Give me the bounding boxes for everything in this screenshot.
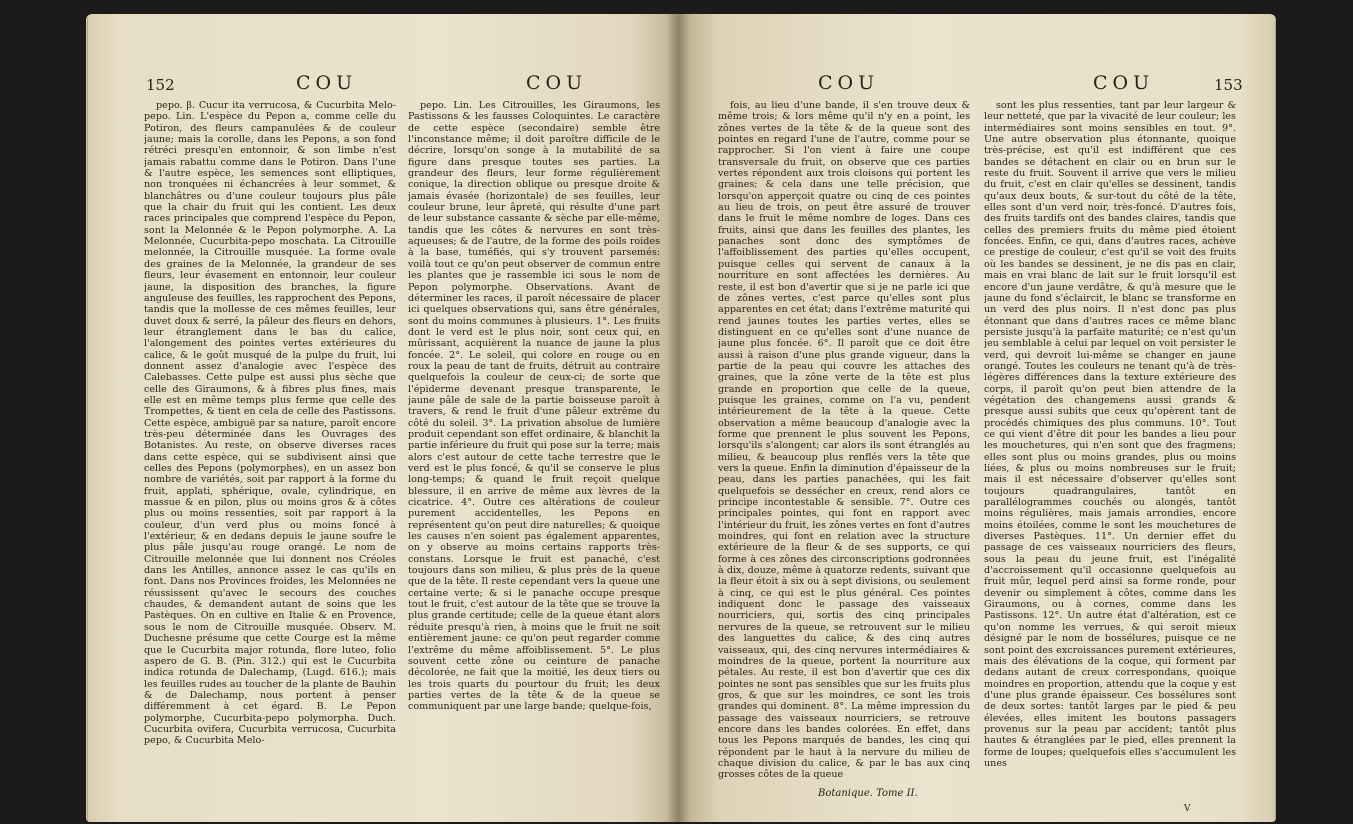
page-number-right: 153 [1214, 76, 1243, 94]
column-text: fois, au lieu d'une bande, il s'en trouve deux & même trois; & lors même qu'il n'y en a point, les zônes vertes de la tête & de la queue sont des pointes en regard l'une de l'autre, comme pour se rapprocher. Si l'on vient à faire une coupe transversale du fruit, on observe que ces parties vertes répondent aux trois cloisons qui portent les graines; & cela dans une telle précision, que lorsqu'on apperçoit quatre ou cinq de ces pointes au lieu de trois, on peut être assuré de trouver dans le fruit le même nombre de loges. Dans ces fruits, ainsi que dans les feuilles des plantes, les panaches sont donc des symptômes de l'affoiblissement des parties qu'elles occupent, puisque celles qui servent de canaux à la nourriture en sont affectées les dernières. Au reste, il est bon d'avertir que si je ne parle ici que de zônes vertes, c'est parce qu'elles sont plus apparentes en cet état; dans l'extrême maturité qui rend jaunes toutes les parties vertes, elles se distinguent en ce qu'elles sont d'une nuance de jaune plus foncée. 6°. Il paroît que ce doit être aussi à raison d'une plus grande vigueur, dans la partie de la peau qui couvre les attaches des graines, que la zône verte de la tête est plus grande en proportion que celle de la queue, puisque les graines, comme on l'a vu, pendent intérieurement de la tête à la queue. Cette observation a même beaucoup d'analogie avec la forme que prennent le plus souvent les Pepons, lorsqu'ils s'alongent; car alors ils sont étranglés au milieu, & beaucoup plus renflés vers la tête que vers la queue. Enfin la diminution d'épaisseur de la peau, dans les parties panachées, qui les fait quelquefois se dessécher en creux, rend alors ce principe incontestable & sensible. 7°. Outre ces principales pointes, qui font en rapport avec l'intérieur du fruit, les zônes vertes en font d'autres moindres, qui font en relation avec la structure extérieure de la fleur & de ses supports, ce qui forme à ces zônes des circonscriptions godronnées à dix, douze, même à quatorze redents, suivant que la fleur étoit à six ou à sept divisions, ou seulement à cinq, ce qui est le plus général. Ces pointes indiquent donc le passage des vaisseaux nourriciers, qui, sortis des cinq principales nervures de la queue, se retrouvent sur le milieu des languettes du calice, & des cinq autres vaisseaux, qui, des cinq nervures intermédiaires & moindres de la queue, portent la nourriture aux pétales. Au reste, il est bon d'avertir que ces dix pointes ne sont pas sensibles que sur les fruits plus gros, & que sur les moindres, ce sont les trois grandes qui dominent. 8°. La même impression du passage des vaisseaux nourriciers, se retrouve encore dans les bandes colorées. En effet, dans tous les Pepons marqués de bandes, les cinq qui répondent par le haut à la nervure du milieu de chaque division du calice, & par le bas aux cinq grosses côtes de la queue [718, 100, 970, 781]
text-column-3 [718, 100, 970, 784]
column-text: sont les plus ressenties, tant par leur largeur & leur netteté, que par la vivacité de leur couleur; les intermédiaires sont moins sensibles en tout. 9°. Une autre observation plus étonnante, quoique très-précise, est qu'il est indifférent que ces bandes se détachent en clair ou en brun sur le reste du fruit. Souvent il arrive que vers le milieu du fruit, c'est en clair qu'elles se dessinent, tandis qu'aux deux bouts, & sur-tout du côté de la tête, elles sont d'un verd noir, très-foncé. D'autres fois, des fruits tardifs ont des bandes claires, tandis que celles des premiers fruits du même pied étoient foncées. Enfin, ce qui, dans d'autres races, achève ce prestige de couleur, c'est qu'il se voit des fruits où les bandes se dessinent, je ne dis pas en clair, mais en vrai blanc de lait sur le fruit lorsqu'il est encore d'un jaune verdâtre, & qu'à mesure que le jaune du fond s'éclaircit, le blanc se transforme en un verd des plus noirs. Il n'est donc pas plus étonnant que dans d'autres races ce même blanc persiste jusqu'à la parfaite maturité; ce n'est qu'un jeu semblable à celui par lequel on voit persister le verd, qui devroit lui-même se changer en jaune orangé. Toutes les couleurs ne tenant qu'à de très-légères différences dans la texture extérieure des corps, il paroît qu'on peut bien attendre de la végétation des changemens aussi grands & presque aussi subits que ceux qu'opèrent tant de procédés chimiques des plus communs. 10°. Tout ce qui vient d'être dit pour les bandes a lieu pour les mouchetures, qui n'en sont que des fragmens; elles sont plus ou moins grandes, plus ou moins liées, & plus ou moins nombreuses sur le fruit; mais il est nécessaire d'observer qu'elles sont toujours quadrangulaires, tantôt en parallélogrammes couchés ou alongés, tantôt moins régulières, mais jamais arrondies, encore moins étoilées, comme le sont les mouchetures de diverses Pastèques. 11°. Un dernier effet du passage de ces vaisseaux nourriciers des fleurs, sous la peau du jeune fruit, est l'inégalité d'accroissement qu'il occasionne quelquefois au fruit mûr, lequel perd ainsi sa forme ronde, pour devenir ou simplement à côtes, comme dans les Giraumons, ou à cornes, comme dans les Pastissons. 12°. Un autre état d'altération, est ce qu'on nomme les verrues, & qui seroit mieux désigné par le nom de bossélures, puisque ce ne sont point des excroissances purement extérieures, mais des élévations de la coque, qui forment par dedans autant de creux correspondans, quoique moindres en proportion, attendu que la coque y est d'une plus grande épaisseur. Ces bossélures sont de deux sortes: tantôt larges par le pied & peu élevées, elles imitent les boutons passagers provenus sur la peau par accident; tantôt plus hautes & étranglées par le pied, elles prennent la forme de loupes; quelquefois elles s'accumulent les unes [984, 100, 1236, 769]
left-page [86, 14, 678, 822]
open-book [86, 14, 1276, 822]
text-column-1 [144, 100, 396, 800]
book-gutter [666, 14, 690, 822]
column-text: pepo. Lin. Les Citrouilles, les Giraumons, les Pastissons & les fausses Coloquintes. Le caractère de cette espèce (secondaire) semble être l'inconstance même; il doit paroître difficile de le décrire, lorsqu'on songe à la mutabilité de sa figure dans presque toutes ses parties. La grandeur des fleurs, leur forme régulièrement conique, la direction oblique ou presque droite & jamais évasée (horizontale) de ses feuilles, leur couleur brune, leur âpreté, qui résulte d'une part de leur substance cassante & sèche par elle-même, tandis que les côtes & nervures en sont très-aqueuses; & de l'autre, de la forme des poils roides à la base, tuméfiés, qui s'y trouvent parsemés: voilà tout ce qu'on peut observer de commun entre les plantes que je rassemble ici sous le nom de Pepon polymorphe. Observations. Avant de déterminer les races, il paroît nécessaire de placer ici quelques observations qui, sans être générales, sont du moins communes à plusieurs. 1°. Les fruits dont le verd est le plus noir, sont ceux qui, en mûrissant, acquièrent la nuance de jaune la plus foncée. 2°. Le soleil, qui colore en rouge ou en roux la peau de tant de fruits, détruit au contraire quelquefois la couleur de ceux-ci; de sorte que l'épiderme devenant presque transparente, le jaune pâle de sale de la partie boisseuse paroît à travers, & rend le fruit d'une pâleur extrême du côté du soleil. 3°. La privation absolue de lumière produit cependant son effet ordinaire, & blanchit la partie inférieure du fruit qui pose sur la terre; mais alors c'est autour de cette tache terrestre que le verd est le plus foncé, & qu'il se conserve le plus long-temps; & quand le fruit reçoit quelque blessure, il en arrive de même aux lèvres de la cicatrice. 4°. Outre ces altérations de couleur purement accidentelles, les Pepons en représentent qu'on peut dire naturelles; & quoique les causes n'en soient pas également apparentes, on y observe au moins certains rapports très-constans. Lorsque le fruit est panaché, c'est toujours dans son milieu, & plus près de la queue que de la tête. Il reste cependant vers la queue une certaine verte; & si le panache occupe presque tout le fruit, c'est autour de la tête que se trouve la plus grande certitude; celle de la queue étant alors réduite presqu'à rien, à moins que le fruit ne soit entièrement jaune: ce qu'on peut regarder comme l'extrême du même affoiblissement. 5°. Le plus souvent cette zône ou ceinture de panache décolorée, ne fait que la moitié, les deux tiers ou les trois quarts du pourtour du fruit; les deux parties vertes de la tête & de la queue se communiquent par une large bande; quelque-fois, [408, 100, 660, 713]
page-edges-right [1274, 18, 1276, 822]
right-page [678, 14, 1276, 822]
column-text: pepo. β. Cucur ita verrucosa, & Cucurbita Melo-pepo. Lin. L'espèce du Pepon a, comme celle du Potiron, des fleurs campanulées & de couleur jaune; mais la corolle, dans les Pepons, a son fond rétréci presqu'en entonnoir, & son limbe n'est jamais rabattu comme dans le Potiron. Dans l'une & l'autre espèce, les semences sont elliptiques, non tronquées ni échancrées à leur sommet, & blanchâtres ou d'une couleur toujours plus pâle que la chair du fruit qui les contient. Les deux races principales que comprend l'espèce du Pepon, sont la Melonnée & le Pepon polymorphe. A. La Melonnée, Cucurbita-pepo moschata. La Citrouille melonnée, la Citrouille musquée. La forme ovale des graines de la Melonnée, la grandeur de ses fleurs, leur évasement en entonnoir, leur couleur jaune, la disposition des branches, la figure anguleuse des feuilles, les rapprochent des Pepons, tandis que la mollesse de ces mêmes feuilles, leur duvet doux & serré, la pâleur des fleurs en dehors, leur étranglement dans le bas du calice, l'alongement des pointes vertes extérieures du calice, & le goût musqué de la pulpe du fruit, lui donnent assez d'analogie avec l'espèce des Calebasses. Cette pulpe est aussi plus sèche que celle des Giraumons, & à fibres plus fines, mais elle est en même temps plus ferme que celle des Trompettes, & tient en cela de celle des Pastissons. Cette espèce, ambiguë par sa nature, paroît encore très-peu déterminée dans les Ouvrages des Botanistes. Au reste, on observe diverses races dans cette espèce, qui se subdivisent ainsi que celles des Pepons (polymorphes), en un assez bon nombre de variétés, soit par rapport à la forme du fruit, applati, sphérique, ovale, cylindrique, en massue & en pilon, plus ou moins gros & à côtes plus ou moins ressenties, soit par rapport à la couleur, d'un verd plus ou moins foncé à l'extérieur, & en dedans depuis le jaune soufre le plus pâle jusqu'au rouge orangé. Le nom de Citrouille melonnée que lui donnent nos Créoles dans les Antilles, annonce assez le cas qu'ils en font. Dans nos Provinces froides, les Melonnées ne réussissent qu'avec le secours des couches chaudes, & demandent autant de soins que les Pastèques. On en cultive en Italie & en Provence, sous le nom de Citrouille musquée. Observ. M. Duchesne présume que cette Courge est la même que le Cucurbita major rotunda, flore luteo, folio aspero de G. B. (Pin. 312.) qui est le Cucurbita indica rotunda de Dalechamp, (Lugd. 616.); mais les feuilles rudes au toucher de la plante de Bauhin & de Dalechamp, nous portent à penser différemment à cet égard. B. Le Pepon polymorphe, Cucurbita-pepo polymorpha. Duch. Cucurbita ovifera, Cucurbita verrucosa, Cucurbita pepo, & Cucurbita Melo- [144, 100, 396, 747]
footer-title: Botanique. Tome II. [818, 788, 918, 799]
running-header-right-1: COU [818, 72, 880, 94]
page-number-left: 152 [146, 76, 175, 94]
signature-mark: V [1184, 804, 1191, 814]
running-header-left-2: COU [526, 72, 588, 94]
page-edges-left [86, 18, 88, 822]
text-column-4 [984, 100, 1236, 800]
text-column-2 [408, 100, 660, 800]
running-header-right-2: COU [1093, 72, 1155, 94]
running-header-left-1: COU [296, 72, 358, 94]
